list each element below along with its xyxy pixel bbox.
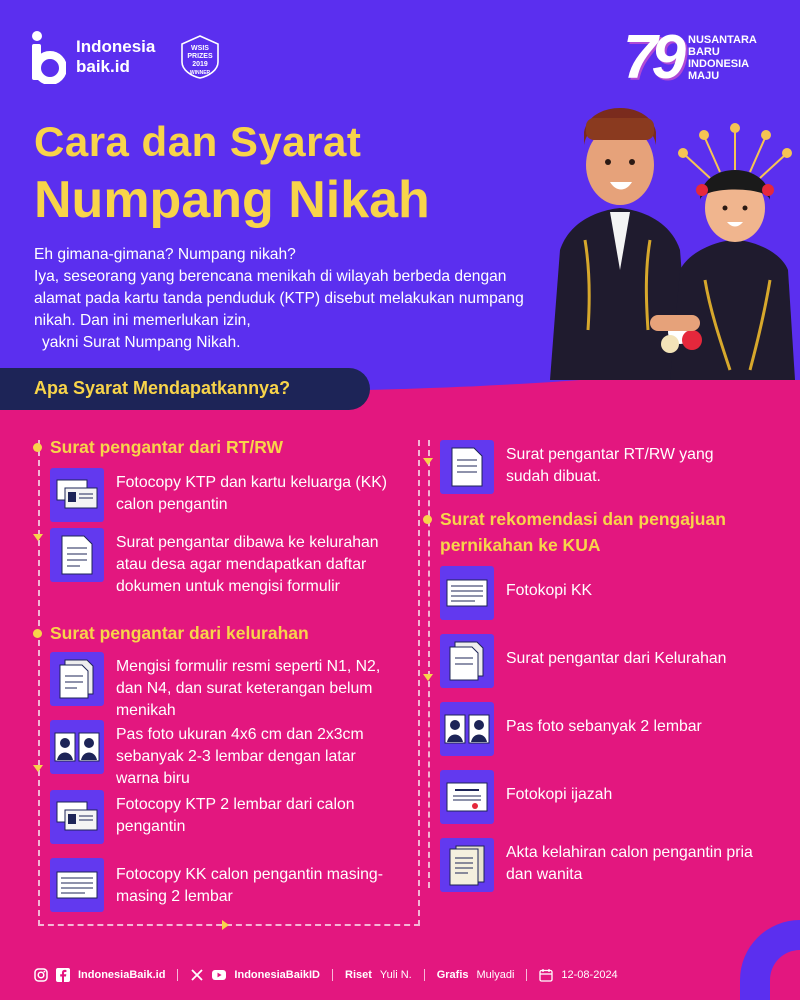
page-title-line-2: Numpang Nikah bbox=[34, 171, 430, 229]
anniversary-number: 79 bbox=[623, 23, 680, 92]
award-line-1: WSIS bbox=[191, 45, 210, 52]
item-text: Fotocopy KTP 2 lembar dari calon pengantin bbox=[116, 796, 355, 835]
list-item bbox=[50, 858, 390, 912]
brand-line-1: Indonesia bbox=[76, 37, 156, 56]
footer-date: 12-08-2024 bbox=[561, 969, 618, 981]
list-item bbox=[50, 720, 390, 790]
intro-paragraph bbox=[34, 244, 534, 354]
list-item bbox=[50, 790, 390, 844]
item-text: Fotocopy KTP dan kartu keluarga (KK) calon pengantin bbox=[116, 474, 388, 513]
facebook-icon bbox=[56, 968, 70, 982]
section-title-kelurahan: Surat pengantar dari kelurahan bbox=[50, 623, 309, 643]
riset-name: Yuli N. bbox=[379, 969, 412, 981]
list-item bbox=[50, 468, 390, 522]
calendar-icon bbox=[539, 968, 553, 982]
list-item bbox=[440, 838, 760, 892]
item-text: Fotocopy KK calon pengantin masing-masing 2 lembar bbox=[116, 866, 383, 905]
id-cards-icon bbox=[50, 468, 104, 522]
documents-icon bbox=[440, 634, 494, 688]
anniversary-line-2: BARU bbox=[688, 46, 720, 58]
family-card-icon bbox=[50, 858, 104, 912]
item-text: Pas foto sebanyak 2 lembar bbox=[506, 718, 702, 735]
brand-logo bbox=[28, 30, 223, 84]
brand-line-2: baik.id bbox=[76, 57, 130, 76]
list-item bbox=[440, 634, 760, 688]
documents-icon bbox=[50, 652, 104, 706]
item-text: Surat pengantar RT/RW yang sudah dibuat. bbox=[506, 446, 714, 485]
family-card-icon bbox=[440, 566, 494, 620]
footer-handle-2: IndonesiaBaikID bbox=[234, 969, 320, 981]
instagram-icon bbox=[34, 968, 48, 982]
footer bbox=[34, 968, 618, 982]
wedding-couple-illustration bbox=[530, 100, 800, 380]
footer-divider bbox=[332, 969, 333, 981]
anniversary-logo bbox=[623, 23, 768, 92]
photo-icon bbox=[50, 720, 104, 774]
right-column-connector bbox=[428, 440, 430, 888]
item-text: Fotokopi KK bbox=[506, 582, 593, 599]
wsis-award-badge bbox=[177, 34, 223, 80]
section-title-rt-rw: Surat pengantar dari RT/RW bbox=[50, 437, 284, 457]
item-text: Surat pengantar dibawa ke kelurahan atau desa agar mendapatkan daftar dokumen untuk mengisi formulir bbox=[116, 534, 379, 595]
requirements-banner-title: Apa Syarat Mendapatkannya? bbox=[34, 378, 291, 398]
id-cards-icon bbox=[50, 790, 104, 844]
footer-divider bbox=[424, 969, 425, 981]
list-item bbox=[440, 440, 760, 494]
certificate-icon bbox=[440, 770, 494, 824]
birth-certificate-icon bbox=[440, 838, 494, 892]
anniversary-line-4: MAJU bbox=[688, 70, 720, 82]
intro-line-1: Eh gimana-gimana? Numpang nikah? bbox=[34, 246, 296, 263]
document-icon bbox=[50, 528, 104, 582]
list-item bbox=[440, 566, 760, 620]
youtube-icon bbox=[212, 968, 226, 982]
list-item bbox=[50, 528, 390, 598]
left-flow-arrow-1 bbox=[33, 534, 43, 541]
award-line-4: WINNER bbox=[190, 70, 211, 76]
corner-decoration bbox=[740, 920, 800, 1000]
indonesiabaik-logo-icon bbox=[28, 30, 66, 84]
left-flow-arrow-2 bbox=[33, 765, 43, 772]
list-item bbox=[50, 652, 390, 722]
section-bullet bbox=[423, 515, 432, 524]
right-flow-arrow-1 bbox=[423, 458, 433, 465]
right-flow-arrow-2 bbox=[423, 674, 433, 681]
document-icon bbox=[440, 440, 494, 494]
item-text: Surat pengantar dari Kelurahan bbox=[506, 650, 727, 667]
section-title-kua: Surat rekomendasi dan pengajuan pernikahan ke KUA bbox=[440, 509, 726, 555]
anniversary-line-1: NUSANTARA bbox=[688, 34, 757, 46]
list-item bbox=[440, 770, 760, 824]
footer-divider bbox=[526, 969, 527, 981]
anniversary-line-3: INDONESIA bbox=[688, 58, 750, 70]
footer-handle-1: IndonesiaBaik.id bbox=[78, 969, 166, 981]
section-bullet bbox=[33, 629, 42, 638]
intro-last-line: yakni Surat Numpang Nikah. bbox=[42, 334, 241, 351]
page-title-line-1: Cara dan Syarat bbox=[34, 118, 362, 165]
grafis-label: Grafis bbox=[436, 969, 469, 981]
footer-divider bbox=[177, 969, 178, 981]
item-text: Fotokopi ijazah bbox=[506, 786, 613, 803]
grafis-name: Mulyadi bbox=[476, 969, 515, 981]
item-text: Pas foto ukuran 4x6 cm dan 2x3cm sebanyak 2-3 lembar dengan latar warna biru bbox=[116, 726, 364, 787]
section-bullet bbox=[33, 443, 42, 452]
list-item bbox=[440, 702, 760, 756]
intro-body: Iya, seseorang yang berencana menikah di wilayah berbeda dengan alamat pada kartu tanda penduduk (KTP) disebut melakukan numpang nikah. Dan ini memerlukan izin, bbox=[34, 268, 524, 329]
award-line-2: PRIZES bbox=[187, 53, 214, 60]
requirements-banner bbox=[0, 368, 370, 410]
bottom-flow-arrow bbox=[222, 920, 229, 930]
photo-icon bbox=[440, 702, 494, 756]
riset-label: Riset bbox=[345, 969, 372, 981]
x-twitter-icon bbox=[190, 968, 204, 982]
item-text: Akta kelahiran calon pengantin pria dan wanita bbox=[506, 844, 753, 883]
award-line-3: 2019 bbox=[192, 61, 209, 68]
item-text: Mengisi formulir resmi seperti N1, N2, dan N4, dan surat keterangan belum menikah bbox=[116, 658, 381, 719]
